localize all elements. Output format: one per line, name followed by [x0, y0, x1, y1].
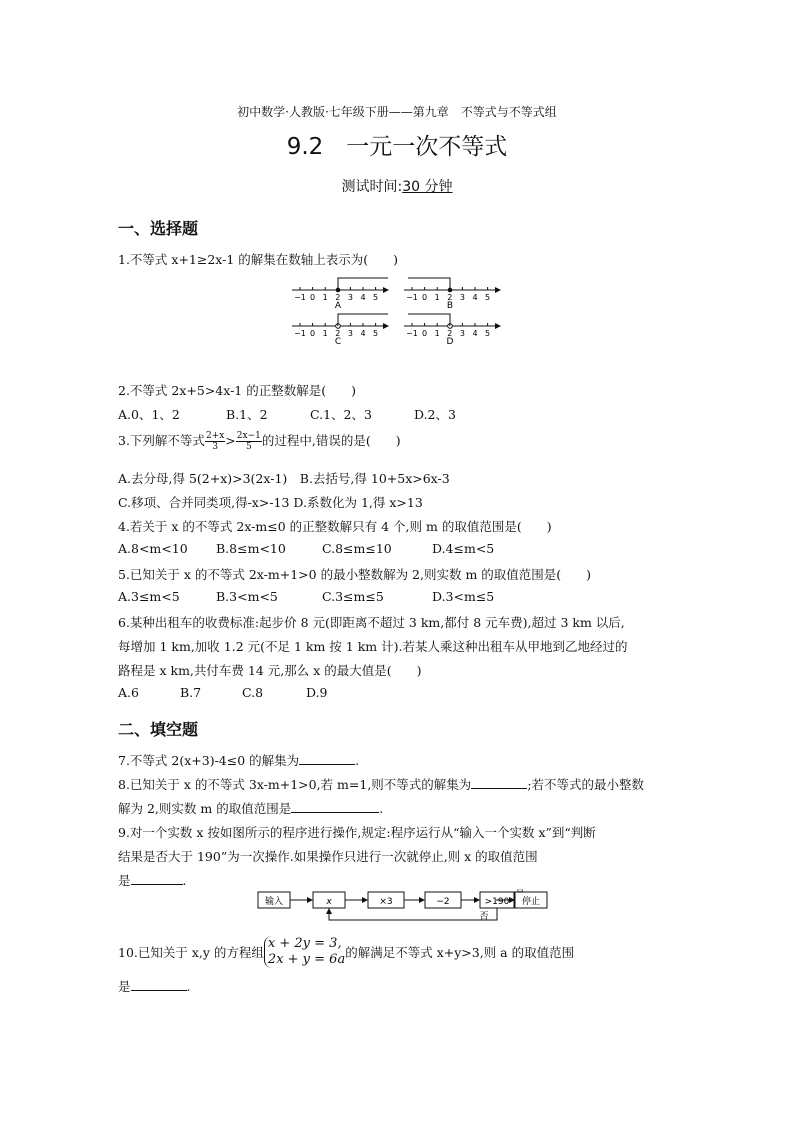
q7-answer-blank[interactable]	[299, 752, 355, 765]
q5-option-a: A.3≤m<5	[118, 589, 180, 604]
q2-option-b: B.1、2	[226, 407, 268, 422]
number-line-tick-label: 3	[347, 329, 353, 338]
number-line-tick-label: 0	[422, 329, 428, 338]
section-fill: 二、填空题	[118, 720, 199, 739]
q8-answer-blank-1[interactable]	[471, 776, 527, 789]
q9-answer-blank[interactable]	[131, 872, 183, 885]
q3-gt: >	[225, 433, 236, 448]
q10-equation-1: x + 2y = 3,	[267, 936, 342, 951]
q5-option-c: C.3≤m≤5	[322, 589, 384, 604]
option-label-b: B	[446, 301, 454, 311]
option-label-d: D	[446, 337, 454, 347]
number-line-tick-label: 0	[310, 293, 316, 302]
number-line-tick-label: 1	[434, 329, 440, 338]
q6-option-a: A.6	[118, 685, 139, 700]
question-6-line-1: 6.某种出租车的收费标准:起步价 8 元(即距离不超过 3 km,都付 8 元车费),超过 3 km 以后,	[118, 615, 625, 630]
number-line-tick-label: −1	[406, 293, 418, 302]
number-line-tick-label: 2	[335, 293, 341, 302]
test-time	[0, 176, 794, 196]
flow-yes-arrow	[496, 895, 516, 905]
q10-equation-system	[264, 936, 345, 968]
question-2-options	[118, 405, 456, 423]
number-line-tick-label: 1	[322, 329, 328, 338]
q10-equation-2: 2x + y = 6a	[267, 952, 346, 967]
question-9-line-3: 是 .	[118, 873, 187, 888]
question-4: 4.若关于 x 的不等式 2x-m≤0 的正整数解只有 4 个,则 m 的取值范围是( )	[118, 519, 552, 534]
question-1: 1.不等式 x+1≥2x-1 的解集在数轴上表示为( )	[118, 252, 399, 267]
q3-suffix: 的过程中,错误的是( )	[261, 433, 401, 448]
page-title: 9.2 一元一次不等式	[286, 134, 508, 160]
question-9-line-2: 结果是否大于 190”为一次操作.如果操作只进行一次就停止,则 x 的取值范围	[118, 849, 538, 864]
q3-options-ab: A.去分母,得 5(2+x)>3(2x-1) B.去括号,得 10+5x>6x-3	[118, 471, 450, 486]
flow-input-label: 输入	[264, 897, 284, 907]
q3-fraction-2: $\frac{2x-1}{5}$	[236, 431, 261, 452]
question-8-line-2: 解为 2,则实数 m 的取值范围是 .	[118, 801, 384, 816]
flow-stop	[514, 888, 548, 912]
question-10	[118, 936, 574, 968]
flow-no-label: 否	[479, 912, 489, 922]
q2-option-d: D.2、3	[414, 407, 456, 422]
number-line-tick-label: 4	[472, 293, 478, 302]
q2-option-a: A.0、1、2	[118, 407, 180, 422]
number-line-tick-label: 2	[335, 329, 341, 338]
flow-times3-label: ×3	[379, 897, 393, 907]
number-line-tick-label: 0	[422, 293, 428, 302]
number-line-tick-label: 1	[434, 293, 440, 302]
q2-option-c: C.1、2、3	[310, 407, 372, 422]
option-label-a: A	[334, 301, 342, 311]
number-line-tick-label: 3	[347, 293, 353, 302]
question-6-options	[118, 685, 328, 700]
question-6-line-2: 每增加 1 km,加收 1.2 元(不足 1 km 按 1 km 计).若某人乘这种出租车从甲地到乙地经过的	[118, 639, 628, 654]
number-line-tick-label: 1	[322, 293, 328, 302]
number-line-tick-label: 5	[373, 293, 379, 302]
number-line-tick-label: 2	[447, 293, 453, 302]
question-3	[118, 431, 401, 452]
q3-prefix: 3.下列解不等式	[118, 433, 205, 448]
test-time-label: 测试时间:	[341, 179, 403, 195]
q6-option-c: C.8	[242, 685, 264, 700]
question-5-options	[118, 589, 494, 604]
number-line-tick-label: −1	[294, 329, 306, 338]
question-5: 5.已知关于 x 的不等式 2x-m+1>0 的最小整数解为 2,则实数 m 的取值范围是( )	[118, 567, 592, 582]
number-line-tick-label: −1	[406, 329, 418, 338]
number-line-figure	[290, 272, 510, 352]
q4-option-c: C.8≤m≤10	[322, 541, 392, 556]
q4-option-d: D.4≤m<5	[432, 541, 495, 556]
q10-suffix: 的解满足不等式 x+y>3,则 a 的取值范围	[345, 945, 575, 960]
q6-option-d: D.9	[306, 685, 328, 700]
test-time-value: 30 分钟	[402, 179, 453, 195]
question-9-line-1: 9.对一个实数 x 按如图所示的程序进行操作,规定:程序运行从“输入一个实数 x”到“判断	[118, 825, 596, 840]
q4-option-a: A.8<m<10	[118, 541, 188, 556]
flow-stop-label: 停止	[521, 897, 541, 907]
flow-gt190-label: >190	[484, 897, 510, 907]
section-choice: 一、选择题	[118, 219, 199, 238]
q3-options-cd: C.移项、合并同类项,得-x>-13 D.系数化为 1,得 x>13	[118, 495, 423, 510]
question-6-line-3: 路程是 x km,共付车费 14 元,那么 x 的最大值是( )	[118, 663, 422, 678]
q4-option-b: B.8≤m<10	[216, 541, 286, 556]
q8-text-2: ;若不等式的最小整数	[527, 777, 645, 792]
question-10-line-2: 是 .	[118, 979, 191, 994]
option-label-c: C	[334, 337, 342, 347]
number-line-tick-label: 5	[485, 329, 491, 338]
q8-text-3: 解为 2,则实数 m 的取值范围是	[118, 801, 292, 816]
question-2: 2.不等式 2x+5>4x-1 的正整数解是( )	[118, 383, 356, 398]
number-line-tick-label: 3	[459, 293, 465, 302]
q10-answer-blank[interactable]	[131, 978, 187, 991]
number-line-tick-label: 4	[360, 329, 366, 338]
q7-text: 7.不等式 2(x+3)-4≤0 的解集为	[118, 753, 300, 768]
number-line-tick-label: 4	[472, 329, 478, 338]
number-line-tick-label: 5	[485, 293, 491, 302]
question-4-options	[118, 541, 494, 556]
q6-option-b: B.7	[180, 685, 202, 700]
number-line-tick-label: 3	[459, 329, 465, 338]
flow-minus2-label: −2	[436, 897, 450, 907]
question-7: 7.不等式 2(x+3)-4≤0 的解集为 .	[118, 753, 360, 768]
number-line-tick-label: −1	[294, 293, 306, 302]
flow-x-label: x	[326, 897, 332, 907]
flowchart	[256, 888, 546, 928]
number-line-tick-label: 2	[447, 329, 453, 338]
q10-prefix: 10.已知关于 x,y 的方程组	[118, 945, 264, 960]
q5-option-d: D.3<m≤5	[432, 589, 495, 604]
q8-answer-blank-2[interactable]	[291, 800, 379, 813]
q3-fraction-1: $\frac{2+x}{3}$	[205, 431, 225, 452]
number-line-tick-label: 0	[310, 329, 316, 338]
question-8-line-1	[118, 775, 644, 793]
number-line-tick-label: 5	[373, 329, 379, 338]
number-line-tick-label: 4	[360, 293, 366, 302]
q5-option-b: B.3<m<5	[216, 589, 278, 604]
q8-text-1: 8.已知关于 x 的不等式 3x-m+1>0,若 m=1,则不等式的解集为	[118, 777, 472, 792]
page-header: 初中数学·人教版·七年级下册——第九章 不等式与不等式组	[237, 105, 557, 119]
